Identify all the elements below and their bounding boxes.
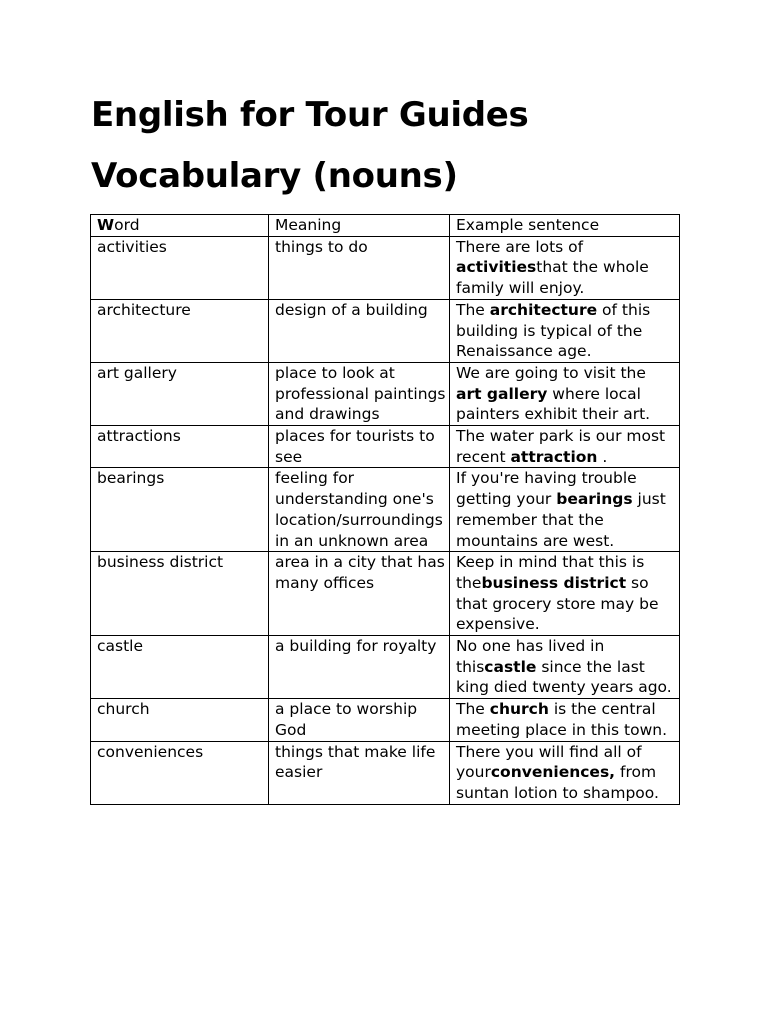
example-cell bbox=[450, 426, 680, 468]
table-row bbox=[91, 236, 680, 299]
word-cell: castle bbox=[91, 636, 269, 699]
meaning-cell: a place to worship God bbox=[269, 699, 450, 741]
document-subtitle: Vocabulary (nouns) bbox=[91, 156, 458, 196]
vocabulary-table bbox=[90, 214, 680, 805]
example-keyword: attraction bbox=[510, 447, 598, 466]
meaning-cell: things to do bbox=[269, 236, 450, 299]
example-text: of this building is typical of the Renaissance age. bbox=[456, 300, 651, 361]
example-cell bbox=[450, 552, 680, 636]
example-text: . bbox=[597, 447, 608, 466]
example-text: The bbox=[456, 700, 490, 719]
table-row bbox=[91, 299, 680, 362]
word-cell: activities bbox=[91, 236, 269, 299]
example-keyword: church bbox=[489, 700, 549, 719]
example-text: The water park is our most recent bbox=[456, 427, 666, 466]
example-text: The bbox=[456, 300, 490, 319]
table-row bbox=[91, 741, 680, 804]
header-word-rest: ord bbox=[114, 216, 140, 234]
word-cell: business district bbox=[91, 552, 269, 636]
document-title: English for Tour Guides bbox=[91, 95, 529, 135]
header-word bbox=[91, 215, 269, 237]
example-keyword: bearings bbox=[556, 490, 633, 509]
example-keyword: business district bbox=[481, 573, 627, 592]
table-row bbox=[91, 426, 680, 468]
example-text: If you're having trouble getting your bbox=[456, 469, 637, 509]
example-text: just remember that the mountains are west. bbox=[456, 490, 666, 550]
example-keyword: art gallery bbox=[456, 384, 548, 403]
table-body bbox=[91, 236, 680, 804]
example-keyword: castle bbox=[484, 657, 537, 676]
example-text: We are going to visit the bbox=[456, 363, 646, 382]
example-text: so that grocery store may be expensive. bbox=[456, 573, 659, 634]
example-text: that the whole family will enjoy. bbox=[456, 258, 649, 298]
word-cell: attractions bbox=[91, 426, 269, 468]
example-cell bbox=[450, 699, 680, 741]
example-text: from suntan lotion to shampoo. bbox=[456, 763, 659, 802]
example-cell bbox=[450, 468, 680, 552]
example-cell bbox=[450, 741, 680, 804]
example-text: No one has lived in this bbox=[456, 637, 605, 676]
header-meaning: Meaning bbox=[269, 215, 450, 237]
table-row bbox=[91, 699, 680, 741]
table-row bbox=[91, 552, 680, 636]
word-cell: art gallery bbox=[91, 362, 269, 425]
table-row bbox=[91, 468, 680, 552]
example-keyword: conveniences, bbox=[490, 763, 616, 782]
word-cell: architecture bbox=[91, 299, 269, 362]
meaning-cell: area in a city that has many offices bbox=[269, 552, 450, 636]
example-cell bbox=[450, 362, 680, 425]
table-row bbox=[91, 636, 680, 699]
meaning-cell: design of a building bbox=[269, 299, 450, 362]
example-keyword: activities bbox=[456, 258, 537, 277]
example-text: Keep in mind that this is the bbox=[456, 553, 645, 592]
example-keyword: architecture bbox=[489, 300, 598, 319]
example-text: is the central meeting place in this town. bbox=[456, 700, 668, 739]
meaning-cell: feeling for understanding one's location/surroundings in an unknown area bbox=[269, 468, 450, 552]
header-example: Example sentence bbox=[450, 215, 680, 237]
word-cell: bearings bbox=[91, 468, 269, 552]
word-cell: church bbox=[91, 699, 269, 741]
word-cell: conveniences bbox=[91, 741, 269, 804]
example-cell bbox=[450, 299, 680, 362]
example-text: There are lots of bbox=[456, 237, 584, 256]
example-cell bbox=[450, 636, 680, 699]
meaning-cell: a building for royalty bbox=[269, 636, 450, 699]
header-word-initial: W bbox=[97, 216, 115, 234]
example-cell bbox=[450, 236, 680, 299]
example-text: where local painters exhibit their art. bbox=[456, 384, 651, 424]
table-header-row bbox=[91, 215, 680, 237]
example-text: There you will find all of your bbox=[456, 742, 642, 782]
table-row bbox=[91, 362, 680, 425]
example-text: since the last king died twenty years ago. bbox=[456, 657, 672, 697]
meaning-cell: place to look at professional paintings and drawings bbox=[269, 362, 450, 425]
meaning-cell: places for tourists to see bbox=[269, 426, 450, 468]
meaning-cell: things that make life easier bbox=[269, 741, 450, 804]
